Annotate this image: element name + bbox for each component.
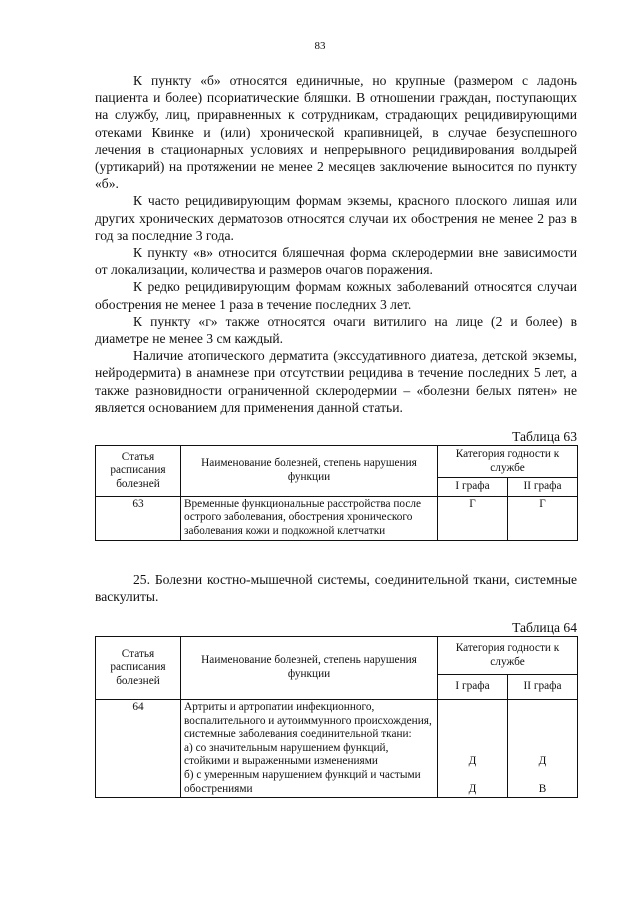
table-63-caption: Таблица 63 xyxy=(512,429,577,445)
value-b-column-2: В xyxy=(538,782,547,795)
header-column-1: I графа xyxy=(438,675,508,700)
table-64-caption: Таблица 64 xyxy=(512,620,577,636)
cell-column-2: Г xyxy=(508,496,578,540)
table-row xyxy=(96,496,578,540)
cell-article: 64 xyxy=(96,700,181,798)
disease-item-a: а) со значительным нарушением функций, стойкими и выраженными изменениями xyxy=(184,741,389,768)
header-column-2: II графа xyxy=(508,478,578,497)
cell-article: 63 xyxy=(96,496,181,540)
value-a-column-1: Д xyxy=(468,755,477,768)
paragraph-rare-relapse: К редко рецидивирующим формам кожных заболеваний относятся случаи обострения не менее 1 раза в течение последних 3 лет. xyxy=(95,279,577,312)
cell-disease-name: Временные функциональные расстройства после острого заболевания, обострения хронического заболевания кожи и подкожной клетчатки xyxy=(181,496,438,540)
table-64-header-row xyxy=(96,637,578,675)
table-64 xyxy=(95,636,578,798)
table-row xyxy=(96,700,578,798)
header-fitness-category: Категория годности к службе xyxy=(438,446,578,478)
page-number: 83 xyxy=(314,40,326,52)
table-63-header-row xyxy=(96,446,578,478)
header-disease-name: Наименование болезней, степень нарушения функции xyxy=(181,637,438,700)
cell-disease-name xyxy=(181,700,438,798)
cell-column-2 xyxy=(508,700,578,798)
cell-column-1: Г xyxy=(438,496,508,540)
header-disease-name: Наименование болезней, степень нарушения функции xyxy=(181,446,438,497)
paragraph-frequent-relapse: К часто рецидивирующим формам экземы, красного плоского лишая или других хронических дерматозов относятся случаи их обострения не менее 2 раз в год за последние 3 года. xyxy=(95,193,577,243)
paragraph-atopic-dermatitis: Наличие атопического дерматита (экссудативного диатеза, детской экземы, нейродермита) в анамнезе при отсутствии рецидива в течение последних 5 лет, а также разновидности ограниченной склеродермии – «болезни белых пятен» не является основанием для применения данной статьи. xyxy=(95,348,577,415)
cell-column-1 xyxy=(438,700,508,798)
page-content xyxy=(95,72,577,798)
paragraph-item-g: К пункту «г» также относятся очаги витилиго на лице (2 и более) в диаметре не менее 3 см каждый. xyxy=(95,313,577,347)
disease-intro: Артриты и артропатии инфекционного, воспалительного и аутоиммунного происхождения, системные заболевания соединительной ткани: xyxy=(184,701,432,741)
disease-item-b: б) с умеренным нарушением функций и частыми обострениями xyxy=(184,769,421,795)
header-column-1: I графа xyxy=(438,478,508,497)
paragraph-item-b: К пункту «б» относятся единичные, но крупные (размером с ладонь пациента и более) псориатические бляшки. В отношении граждан, поступающих на службу, лиц, приравненных к сотрудникам, страдающих рецидивирующими отеками Квинке и (или) хронической крапивницей, в случае безуспешного лечения в стационарных условиях и непрерывного рецидивирования волдырей (уртикарий) на протяжении не менее 2 месяцев заключение выносится по пункту «б». xyxy=(95,73,577,192)
header-article: Статья расписания болезней xyxy=(96,637,181,700)
value-b-column-1: Д xyxy=(468,782,477,795)
header-article: Статья расписания болезней xyxy=(96,446,181,497)
section-25-heading: 25. Болезни костно-мышечной системы, соединительной ткани, системные васкулиты. xyxy=(95,571,577,604)
header-fitness-category: Категория годности к службе xyxy=(438,637,578,675)
value-a-column-2: Д xyxy=(538,755,547,768)
header-column-2: II графа xyxy=(508,675,578,700)
table-63 xyxy=(95,445,578,541)
paragraph-item-v: К пункту «в» относится бляшечная форма склеродермии вне зависимости от локализации, количества и размеров очагов поражения. xyxy=(95,245,577,278)
